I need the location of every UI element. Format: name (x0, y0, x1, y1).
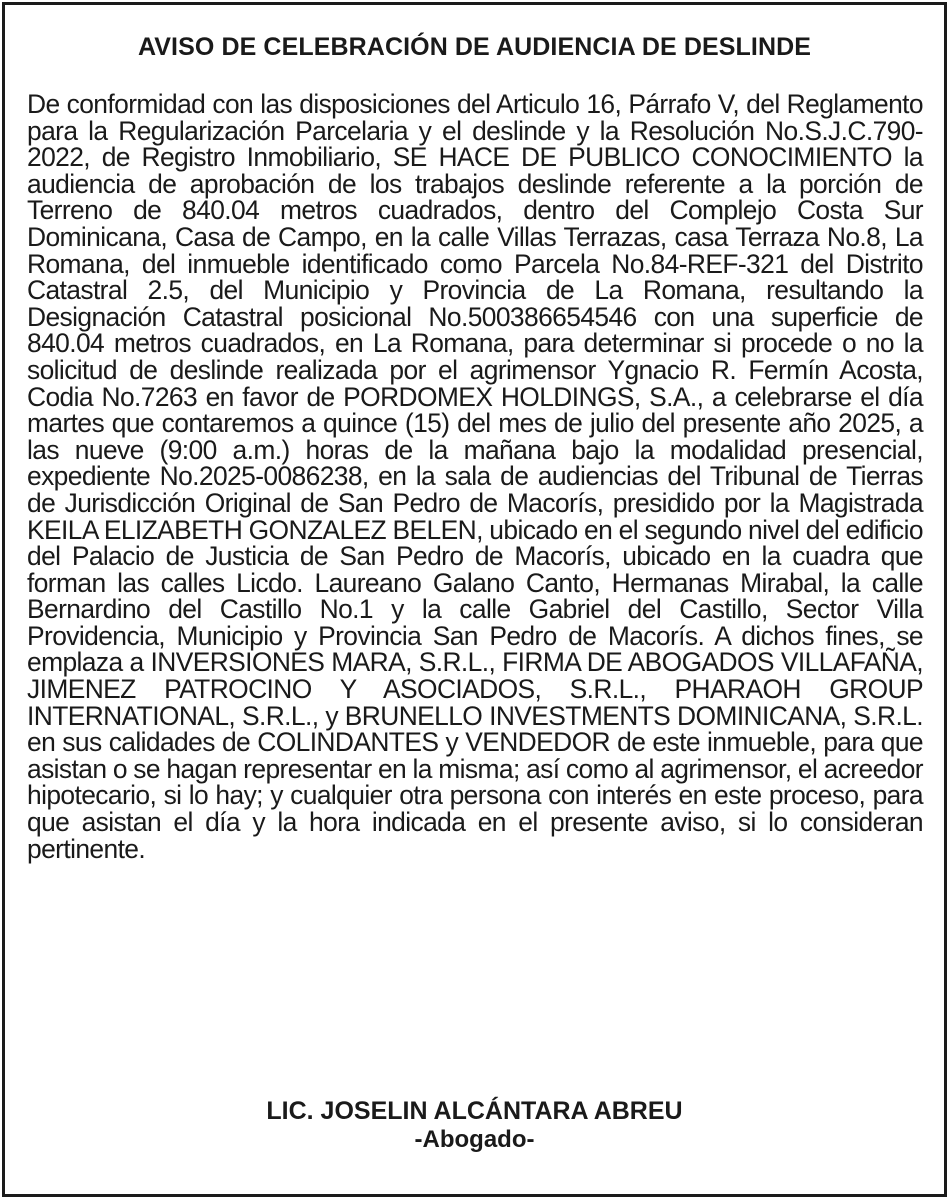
signature-block (5, 1097, 944, 1153)
notice-title: AVISO DE CELEBRACIÓN DE AUDIENCIA DE DESLINDE (137, 33, 812, 61)
notice-body: De conformidad con las disposiciones del Articulo 16, Párrafo V, del Reglamento para la Regularización Parcelaria y el deslinde y la Resolución No.S.J.C.790-2022, de Registro Inmobiliario, SE HACE DE PUBLICO CONOCIMIENTO la audiencia de aprobación de los trabajos deslinde referente a la porción de Terreno de 840.04 metros cuadrados, dentro del Complejo Costa Sur Dominicana, Casa de Campo, en la calle Villas Terrazas, casa Terraza No.8, La Romana, del inmueble identificado como Parcela No.84-REF-321 del Distrito Catastral 2.5, del Municipio y Provincia de La Romana, resultando la Designación Catastral posicional No.500386654546 con una superficie de 840.04 metros cuadrados, en La Romana, para determinar si procede o no la solicitud de deslinde realizada por el agrimensor Ygnacio R. Fermín Acosta, Codia No.7263 en favor de PORDOMEX HOLDINGS, S.A., a celebrarse el día martes que contaremos a quince (15) del mes de julio del presente año 2025, a las nueve (9:00 a.m.) horas de la mañana bajo la modalidad presencial, expediente No.2025-0086238, en la sala de audiencias del Tribunal de Tierras de Jurisdicción Original de San Pedro de Macorís, presidido por la Magistrada KEILA ELIZABETH GONZALEZ BELEN, ubicado en el segundo nivel del edificio del Palacio de Justicia de San Pedro de Macorís, ubicado en la cuadra que forman las calles Licdo. Laureano Galano Canto, Hermanas Mirabal, la calle Bernardino del Castillo No.1 y la calle Gabriel del Castillo, Sector Villa Providencia, Municipio y Provincia San Pedro de Macorís. A dichos fines, se emplaza a INVERSIONES MARA, S.R.L., FIRMA DE ABOGADOS VILLAFAÑA, JIMENEZ PATROCINO Y ASOCIADOS, S.R.L., PHARAOH GROUP INTERNATIONAL, S.R.L., y BRUNELLO INVESTMENTS DOMINICANA, S.R.L. en sus calidades de COLINDANTES y VENDEDOR de este inmueble, para que asistan o se hagan representar en la misma; así como al agrimensor, el acreedor hipotecario, si lo hay; y cualquier otra persona con interés en este proceso, para que asistan el día y la hora indicada en el presente aviso, si lo consideran pertinente. (27, 89, 923, 864)
signer-name: LIC. JOSELIN ALCÁNTARA ABREU (266, 1097, 683, 1125)
signer-role: -Abogado- (414, 1126, 535, 1153)
legal-notice-box (2, 2, 947, 1197)
